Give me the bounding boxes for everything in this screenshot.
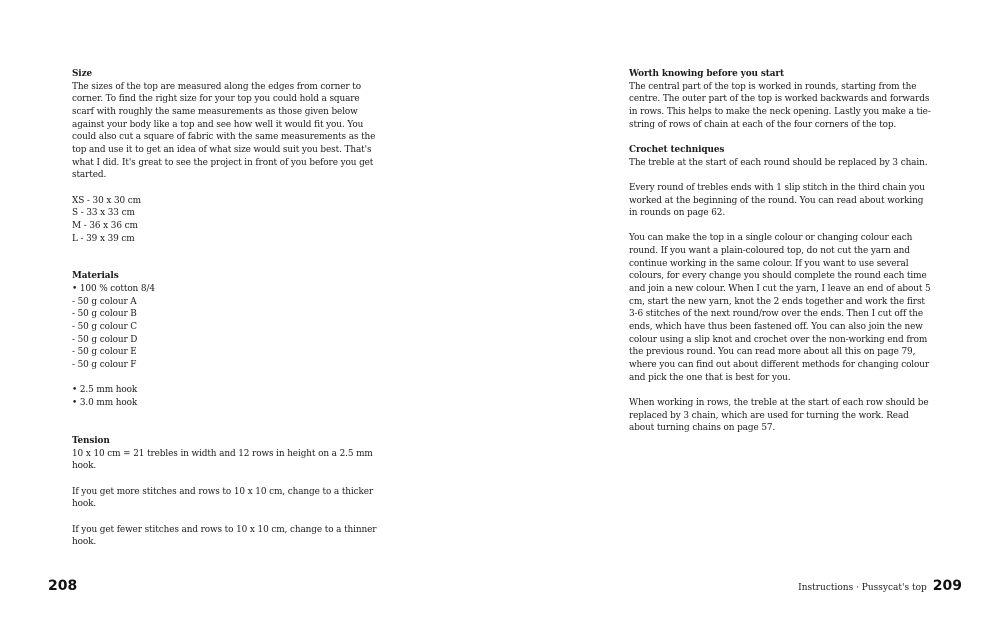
right-page — [500, 0, 1000, 636]
yarn-list — [72, 283, 377, 372]
size-item-m: M - 36 x 36 cm — [72, 220, 138, 231]
size-list — [72, 195, 377, 246]
hook-list — [72, 384, 377, 409]
page-number-right: 209 — [932, 578, 962, 594]
yarn-item: - 50 g colour D — [72, 334, 138, 345]
yarn-item: - 50 g colour F — [72, 360, 137, 371]
tension-text-3: If you get fewer stitches and rows to 10 x 10 cm, change to a thinner hook. — [72, 524, 377, 548]
yarn-item: - 50 g colour C — [72, 322, 138, 333]
size-item-s: S - 33 x 33 cm — [72, 208, 135, 219]
size-item-xs: XS - 30 x 30 cm — [72, 195, 141, 206]
size-text: The sizes of the top are measured along the edges from corner to corner. To find the right size for your top you could hold a square scarf with roughly the same measurements as those given below against your body like a top and see how well it would fit you. You could also cut a square of fabric with the same measurements as the top and use it to get an idea of what size would suit you best. That's what I did. It's great to see the project in front of you before you get started. — [72, 81, 376, 181]
tension-text-2: If you get more stitches and rows to 10 x 10 cm, change to a thicker hook. — [72, 486, 374, 510]
tension-heading: Tension — [72, 435, 110, 446]
crochet-text-3: You can make the top in a single colour or changing colour each round. If you want a plain-coloured top, do not cut the yarn and continue working in the same colour. If you want to use several colours, for every change you should complete the round each time and join a new colour. When I cut the yarn, I leave an end of about 5 cm, start the new yarn, knot the 2 ends together and work the first 3-6 stitches of the next round/row over the ends. Then I cut off the ends, which have thus been fastened off. You can also join the new colour using a slip knot and crochet over the non-working end from the previous round. You can read more about all this on page 79, where you can find out about different methods for changing colour and pick the one that is best for you. — [629, 233, 931, 383]
running-head: Instructions · Pussycat's top — [798, 583, 927, 593]
hook-item: • 2.5 mm hook — [72, 385, 138, 396]
crochet-text-4: When working in rows, the treble at the start of each row should be replaced by 3 chain, which are used for turning the work. Read about turning chains on page 57. — [629, 398, 929, 434]
crochet-techniques-heading: Crochet techniques — [629, 144, 725, 155]
tension-text-1: 10 x 10 cm = 21 trebles in width and 12 rows in height on a 2.5 mm hook. — [72, 448, 373, 472]
size-heading: Size — [72, 69, 93, 79]
worth-knowing-heading: Worth knowing before you start — [629, 69, 785, 79]
yarn-item: • 100 % cotton 8/4 — [72, 284, 155, 295]
crochet-text-2: Every round of trebles ends with 1 slip stitch in the third chain you worked at the beginning of the round. You can read about working in rounds on page 62. — [629, 182, 925, 219]
page-number-left: 208 — [48, 578, 78, 594]
yarn-item: - 50 g colour B — [72, 309, 137, 320]
yarn-item: - 50 g colour E — [72, 347, 137, 358]
worth-knowing-text: The central part of the top is worked in rounds, starting from the centre. The outer part of the top is worked backwards and forwards in rows. This helps to make the neck opening. Lastly you make a tie-string of rows of chain at each of the four corners of the top. — [629, 81, 931, 130]
crochet-text-1: The treble at the start of each round should be replaced by 3 chain. — [629, 157, 928, 168]
materials-heading: Materials — [72, 271, 119, 282]
yarn-item: - 50 g colour A — [72, 296, 137, 307]
hook-item: • 3.0 mm hook — [72, 398, 138, 409]
left-column — [72, 68, 377, 549]
right-footer — [798, 578, 962, 594]
right-column — [629, 68, 934, 435]
size-item-l: L - 39 x 39 cm — [72, 233, 135, 244]
